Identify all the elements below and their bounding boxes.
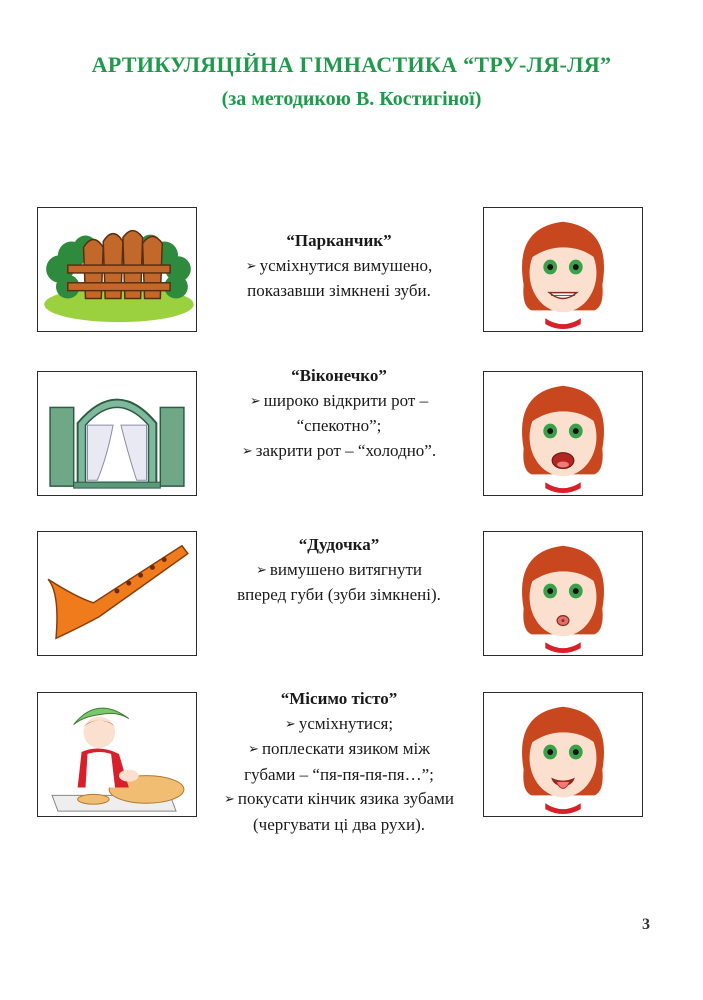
exercise-3-text xyxy=(205,533,473,608)
window-picture xyxy=(37,371,197,496)
exercise-2-text xyxy=(205,364,473,464)
bullet-arrow-icon: ➢ xyxy=(284,715,296,731)
exercise-3-line-2: вперед губи (зуби зімкнені). xyxy=(237,585,441,604)
exercise-4-line-2: поплескати язиком між xyxy=(261,739,430,758)
exercise-1-line-2: показавши зімкнені зуби. xyxy=(247,281,431,300)
exercise-4-title: “Місимо тісто” xyxy=(280,689,398,708)
exercise-4-line-1: усміхнутися; xyxy=(298,713,394,733)
exercise-4-text xyxy=(205,687,473,837)
exercise-3-line-1: вимушено витягнути xyxy=(269,559,423,579)
girl-face-tongue-out xyxy=(483,692,643,817)
exercise-1-line-1: усміхнутися вимушено, xyxy=(259,255,433,275)
kneading-dough-picture xyxy=(37,692,197,817)
exercise-2-line-1: широко відкрити рот – xyxy=(263,390,429,410)
exercise-4-line-3: губами – “пя-пя-пя-пя…”; xyxy=(244,764,434,784)
bullet-arrow-icon: ➢ xyxy=(255,561,267,577)
bullet-arrow-icon: ➢ xyxy=(223,791,235,806)
pipe-picture xyxy=(37,531,197,656)
bullet-arrow-icon: ➢ xyxy=(245,257,257,273)
fence-picture xyxy=(37,207,197,332)
bullet-arrow-icon: ➢ xyxy=(248,741,259,756)
girl-face-pursed-lips xyxy=(483,531,643,656)
girl-face-smile-teeth xyxy=(483,207,643,332)
page-number: 3 xyxy=(642,916,650,933)
page-subtitle: (за методикою В. Костигіної) xyxy=(221,88,482,110)
bullet-arrow-icon: ➢ xyxy=(249,392,261,408)
exercise-1-text xyxy=(205,229,473,304)
exercise-3-title: “Дудочка” xyxy=(298,535,380,554)
exercise-4-line-4: покусати кінчик язика зубами xyxy=(237,789,454,808)
exercise-1-title: “Парканчик” xyxy=(286,231,392,250)
exercise-2-title: “Віконечко” xyxy=(291,366,387,385)
girl-face-open-mouth xyxy=(483,371,643,496)
exercise-2-line-3: закрити рот – “холодно”. xyxy=(255,440,437,460)
page-title: АРТИКУЛЯЦІЙНА ГІМНАСТИКА “ТРУ-ЛЯ-ЛЯ” xyxy=(91,52,612,77)
bullet-arrow-icon: ➢ xyxy=(241,442,253,458)
exercise-2-line-2: “спекотно”; xyxy=(296,416,382,435)
exercise-4-line-5: (чергувати ці два рухи). xyxy=(252,814,426,834)
